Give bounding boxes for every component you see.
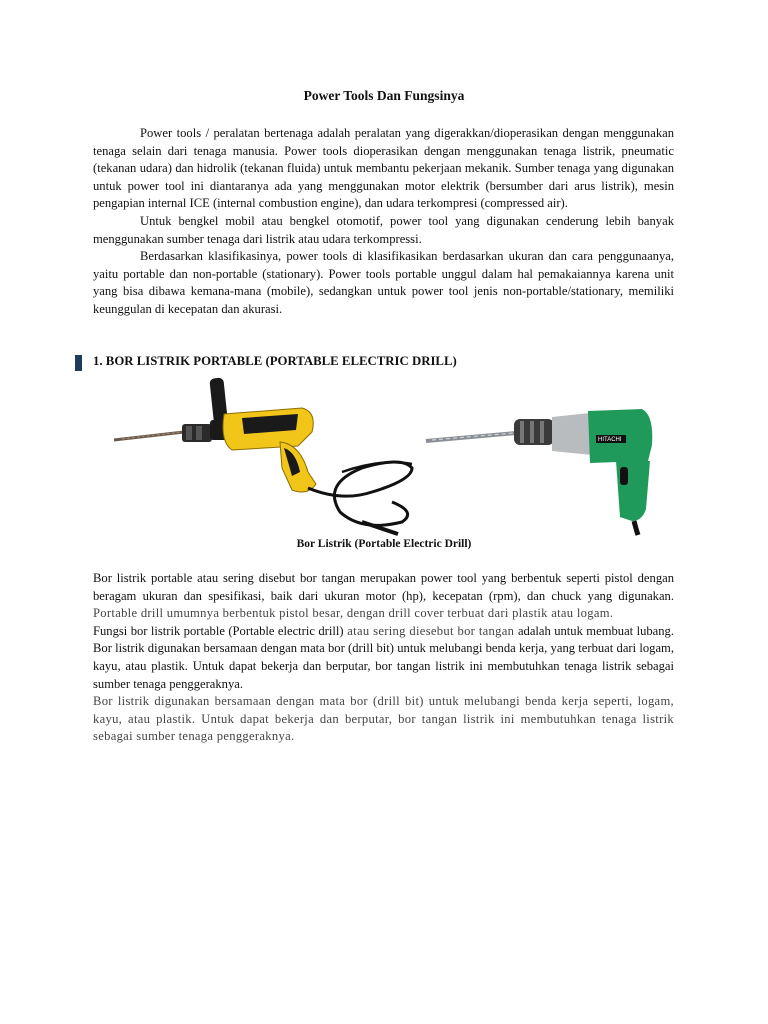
para2-middle: atau sering diesebut bor tangan	[343, 623, 518, 638]
description-paragraph-2	[93, 623, 674, 693]
yellow-drill-image	[112, 372, 420, 538]
para1-continued: Portable drill umumnya berbentuk pistol besar, dengan drill cover terbuat dari plastik atau logam.	[93, 606, 614, 621]
section-heading: 1. BOR LISTRIK PORTABLE (PORTABLE ELECTRIC DRILL)	[93, 354, 457, 368]
intro-section	[93, 125, 674, 319]
page-title: Power Tools Dan Fungsinya	[303, 88, 465, 103]
intro-paragraph-3: Berdasarkan klasifikasinya, power tools di klasifikasikan berdasarkan ukuran dan cara penggunaanya, yaitu portable dan non-portable (stationary). Power tools portable unggul dalam hal pemakaiannya karena unit yang bisa dibawa kemana-mana (mobile), sedangkan untuk power tool jenis non-portable/stationary, memiliki keunggulan di kecepatan dan akurasi.	[93, 249, 674, 316]
intro-paragraph-2: Untuk bengkel mobil atau bengkel otomotif, power tool yang digunakan cenderung lebih banyak menggunakan sumber tenaga dari listrik atau udara terkompressi.	[93, 213, 674, 246]
green-drill-image	[424, 405, 656, 537]
drill-brand-label: HITACHI	[598, 437, 622, 443]
heading-marker	[75, 355, 82, 371]
intro-paragraph-1: Power tools / peralatan bertenaga adalah peralatan yang digerakkan/dioperasikan dengan menggunakan tenaga selain dari tenaga manusia. Power tools dioperasikan dengan menggunakan tenaga listrik, pneumatic (tekanan udara) dan hidrolik (tekanan fluida) untuk membantu pekerjaan mekanik. Sumber tenaga yang digunakan untuk power tool ini diantaranya ada yang menggunakan motor elektrik (bersumber dari arus listrik), mesin pengapian internal ICE (internal combustion engine), dan udara terkompresi (compressed air).	[93, 126, 674, 211]
para2-start: Fungsi bor listrik portable (Portable electric drill)	[93, 623, 344, 638]
description-paragraph-1	[93, 570, 674, 623]
description-paragraph-3: Bor listrik digunakan bersamaan dengan mata bor (drill bit) untuk melubangi benda kerja seperti, logam, kayu, atau plastik. Untuk dapat bekerja dan berputar, bor tangan listrik ini membutuhkan tenaga listrik sebagai sumber tenaga penggeraknya.	[93, 694, 674, 744]
description-section	[93, 570, 674, 746]
image-caption: Bor Listrik (Portable Electric Drill)	[296, 538, 472, 550]
para2-end: adalah untuk membuat lubang. Bor listrik digunakan bersamaan dengan mata bor (drill bit) untuk melubangi benda kerja, yang terbuat dari logam, kayu, atau plastik. Untuk dapat bekerja dan berputar, bor tangan listrik ini membutuhkan tenaga listrik sebagai sumber tenaga penggeraknya.	[93, 623, 674, 691]
para1-main: Bor listrik portable atau sering disebut bor tangan merupakan power tool yang berbentuk seperti pistol dengan beragam ukuran dan spesifikasi, baik dari ukuran motor (hp), kecepatan (rpm), dan chuck yang digunakan.	[93, 571, 674, 603]
